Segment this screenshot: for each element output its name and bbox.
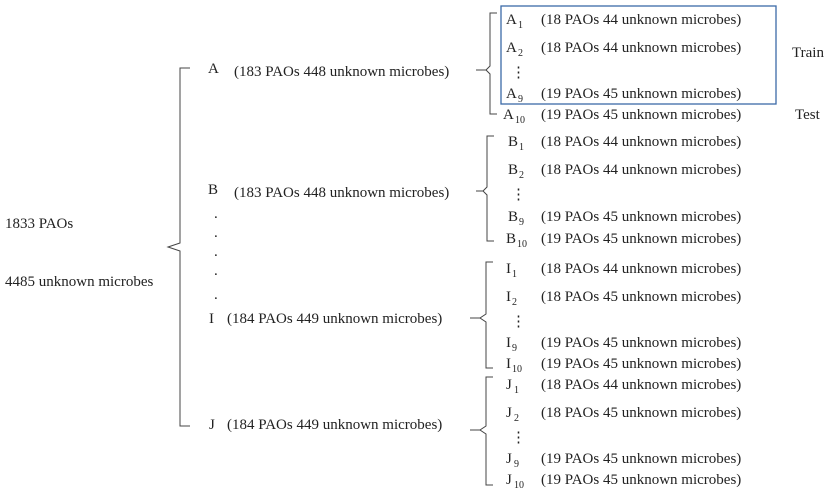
fold-b9-subscript: 9 [519, 217, 524, 228]
test-label: Test [795, 107, 820, 123]
fold-a10-letter: A [503, 107, 514, 123]
fold-a2-subscript: 2 [518, 48, 523, 59]
fold-i1 [506, 261, 741, 280]
fold-b1 [508, 134, 741, 153]
group-a [208, 6, 776, 126]
fold-b10 [506, 231, 741, 250]
fold-j9-desc: (19 PAOs 45 unknown microbes) [541, 451, 742, 467]
fold-j1-desc: (18 PAOs 44 unknown microbes) [541, 377, 742, 393]
fold-a1-subscript: 1 [518, 20, 523, 31]
fold-j2-letter: J [506, 405, 512, 421]
main-bracket [168, 68, 190, 426]
fold-i2-desc: (18 PAOs 45 unknown microbes) [541, 289, 742, 305]
fold-j2-subscript: 2 [514, 413, 519, 424]
fold-i1-desc: (18 PAOs 44 unknown microbes) [541, 261, 742, 277]
fold-j9-subscript: 9 [514, 459, 519, 470]
group-a-bracket [486, 13, 497, 114]
group-a-letter: A [208, 61, 219, 77]
group-a-desc: (183 PAOs 448 unknown microbes) [234, 64, 450, 80]
fold-i9 [506, 335, 741, 354]
fold-i10-letter: I [506, 356, 511, 372]
fold-i10 [506, 356, 741, 375]
fold-j9 [506, 451, 741, 470]
fold-i10-subscript: 10 [512, 364, 522, 375]
group-b-desc: (183 PAOs 448 unknown microbes) [234, 185, 450, 201]
fold-b10-letter: B [506, 231, 517, 247]
fold-a10 [503, 107, 741, 126]
group-j-letter: J [209, 417, 215, 433]
ellipsis-dot: . [214, 225, 218, 241]
fold-i1-subscript: 1 [512, 269, 517, 280]
vertical-ellipsis: ⋮ [511, 430, 526, 446]
fold-a1-desc: (18 PAOs 44 unknown microbes) [541, 12, 742, 28]
fold-j9-letter: J [506, 451, 512, 467]
fold-a9 [506, 86, 741, 105]
fold-a10-subscript: 10 [515, 115, 525, 126]
fold-i9-letter: I [506, 335, 511, 351]
group-j-bracket [480, 377, 493, 485]
group-b-bracket [483, 136, 494, 241]
fold-i2 [506, 289, 741, 308]
group-b-letter: B [208, 182, 219, 198]
fold-b1-subscript: 1 [519, 142, 524, 153]
ellipsis-dot: . [214, 263, 218, 279]
fold-i9-subscript: 9 [512, 343, 517, 354]
fold-j2 [506, 405, 741, 424]
vertical-ellipsis: ⋮ [511, 314, 526, 330]
fold-a9-subscript: 9 [518, 94, 523, 105]
train-label: Train [792, 45, 824, 61]
group-i-letter: I [209, 311, 214, 327]
fold-j1-subscript: 1 [514, 385, 519, 396]
fold-b9 [508, 209, 741, 228]
fold-j1 [506, 377, 741, 396]
fold-a2 [506, 40, 741, 59]
vertical-ellipsis: ⋮ [511, 187, 526, 203]
fold-a1 [506, 12, 741, 31]
fold-a1-letter: A [506, 12, 517, 28]
fold-j10-subscript: 10 [514, 480, 524, 489]
fold-b9-letter: B [508, 209, 519, 225]
group-i-bracket [480, 262, 493, 368]
fold-b9-desc: (19 PAOs 45 unknown microbes) [541, 209, 742, 225]
fold-a2-letter: A [506, 40, 517, 56]
fold-a9-desc: (19 PAOs 45 unknown microbes) [541, 86, 742, 102]
vertical-ellipsis: ⋮ [511, 65, 526, 81]
fold-i2-subscript: 2 [512, 297, 517, 308]
root-paos-label: 1833 PAOs [5, 216, 74, 232]
fold-b1-letter: B [508, 134, 519, 150]
group-j [209, 377, 741, 489]
ellipsis-dot: . [214, 206, 218, 222]
fold-i2-letter: I [506, 289, 511, 305]
group-i [209, 261, 741, 375]
group-j-desc: (184 PAOs 449 unknown microbes) [227, 417, 443, 433]
fold-i10-desc: (19 PAOs 45 unknown microbes) [541, 356, 742, 372]
fold-b2-desc: (18 PAOs 44 unknown microbes) [541, 162, 742, 178]
group-i-desc: (184 PAOs 449 unknown microbes) [227, 311, 443, 327]
fold-a9-letter: A [506, 86, 517, 102]
fold-b10-subscript: 10 [517, 239, 527, 250]
fold-a10-desc: (19 PAOs 45 unknown microbes) [541, 107, 742, 123]
fold-b1-desc: (18 PAOs 44 unknown microbes) [541, 134, 742, 150]
fold-b2-subscript: 2 [519, 170, 524, 181]
group-b [208, 134, 741, 250]
fold-j10-desc: (19 PAOs 45 unknown microbes) [541, 472, 742, 488]
fold-b2-letter: B [508, 162, 519, 178]
fold-i9-desc: (19 PAOs 45 unknown microbes) [541, 335, 742, 351]
fold-b10-desc: (19 PAOs 45 unknown microbes) [541, 231, 742, 247]
fold-j2-desc: (18 PAOs 45 unknown microbes) [541, 405, 742, 421]
root-microbes-label: 4485 unknown microbes [5, 274, 154, 290]
fold-j1-letter: J [506, 377, 512, 393]
fold-b2 [508, 162, 741, 181]
fold-a2-desc: (18 PAOs 44 unknown microbes) [541, 40, 742, 56]
fold-i1-letter: I [506, 261, 511, 277]
fold-j10 [506, 472, 741, 489]
ellipsis-dot: . [214, 244, 218, 260]
fold-j10-letter: J [506, 472, 512, 488]
ellipsis-dot: . [214, 287, 218, 303]
